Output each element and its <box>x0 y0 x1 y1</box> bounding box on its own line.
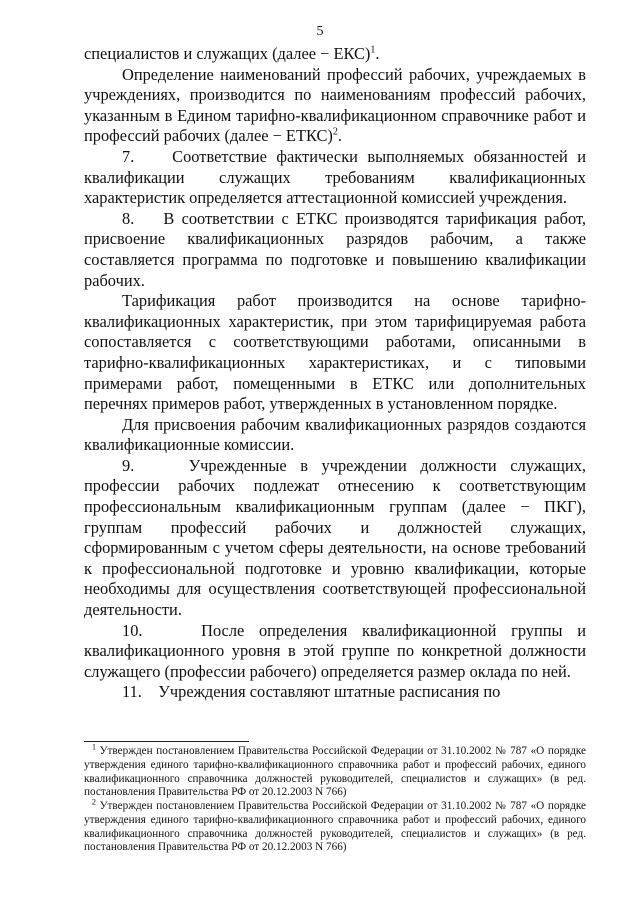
paragraph-continuation <box>84 44 586 65</box>
footnote-ref-2: 2 <box>332 126 338 138</box>
paragraph-item-7: 7. Соответствие фактически выполняемых обязанностей и квалификации служащих требованиям квалификационных характеристик определяется аттестационной комиссией учреждения. <box>84 146 586 208</box>
paragraph-item-11: 11. Учреждения составляют штатные расписания по <box>122 682 501 702</box>
page-number: 5 <box>316 24 324 39</box>
footnote-1 <box>84 742 587 800</box>
footnote-divider <box>84 741 249 742</box>
paragraph-item-9: 9. Учрежденные в учреждении должности служащих, профессии рабочих подлежат отнесению к соответствующим профессиональным квалификационным группам (далее − ПКГ), группам профессий рабочих и должностей служащих, сформированным с учетом сферы деятельности, на основе требований к профессиональной подготовке и уровню квалификации, которые необходимы для осуществления соответствующей профессиональной деятельности. <box>84 455 586 620</box>
paragraph-tail: . <box>337 126 342 146</box>
paragraph-text: Определение наименований профессий рабочих, учреждаемых в учреждениях, производится по наименованиям профессий рабочих, указанным в Едином тарифно-квалификационном справочнике работ и профессий рабочих (далее − ЕТКС) <box>84 64 586 146</box>
document-body <box>84 44 586 703</box>
footnote-2 <box>84 797 587 855</box>
paragraph-item-8: 8. В соответствии с ЕТКС производятся тарификация работ, присвоение квалификационных разрядов рабочим, а также составляется программа по подготовке и повышению квалификации рабочих. <box>84 208 586 290</box>
footnote-ref-1: 1 <box>370 44 376 56</box>
footnote-mark: 2 <box>92 797 96 807</box>
paragraph-commissions: Для присвоения рабочим квалификационных разрядов создаются квалификационные комиссии. <box>84 414 586 455</box>
paragraph-text: специалистов и служащих (далее − ЕКС) <box>84 44 371 63</box>
footnote-mark: 1 <box>92 742 96 752</box>
paragraph-item-10: 10. После определения квалификационной группы и квалификационного уровня в этой группе по конкретной должности служащего (профессии рабочего) определяется размер оклада по ней. <box>84 620 586 681</box>
paragraph-tail: . <box>375 44 380 63</box>
footnote-text: Утвержден постановлением Правительства Российской Федерации от 31.10.2002 № 787 «О порядке утверждения единого тарифно-квалификационного справочника работ и профессий рабочих, единого квалификационного справочника должностей руководителей, специалистов и служащих» (в ред. постановления Правительства РФ от 20.12.2003 N 766) <box>84 800 587 854</box>
paragraph-tarification: Тарификация работ производится на основе тарифно-квалификационных характеристик, при этом тарифицируемая работа сопоставляется с соответствующими работами, описанными в тарифно-квалификационных характеристиках, и с типовыми примерами работ, помещенными в ЕТКС или дополнительных перечнях примеров работ, утвержденных в установленном порядке. <box>84 291 586 414</box>
footnote-text: Утвержден постановлением Правительства Российской Федерации от 31.10.2002 № 787 «О порядке утверждения единого тарифно-квалификационного справочника работ и профессий рабочих, единого квалификационного справочника должностей руководителей, специалистов и служащих» (в ред. постановления Правительства РФ от 20.12.2003 N 766) <box>84 745 587 799</box>
paragraph-profession-names <box>84 65 586 147</box>
